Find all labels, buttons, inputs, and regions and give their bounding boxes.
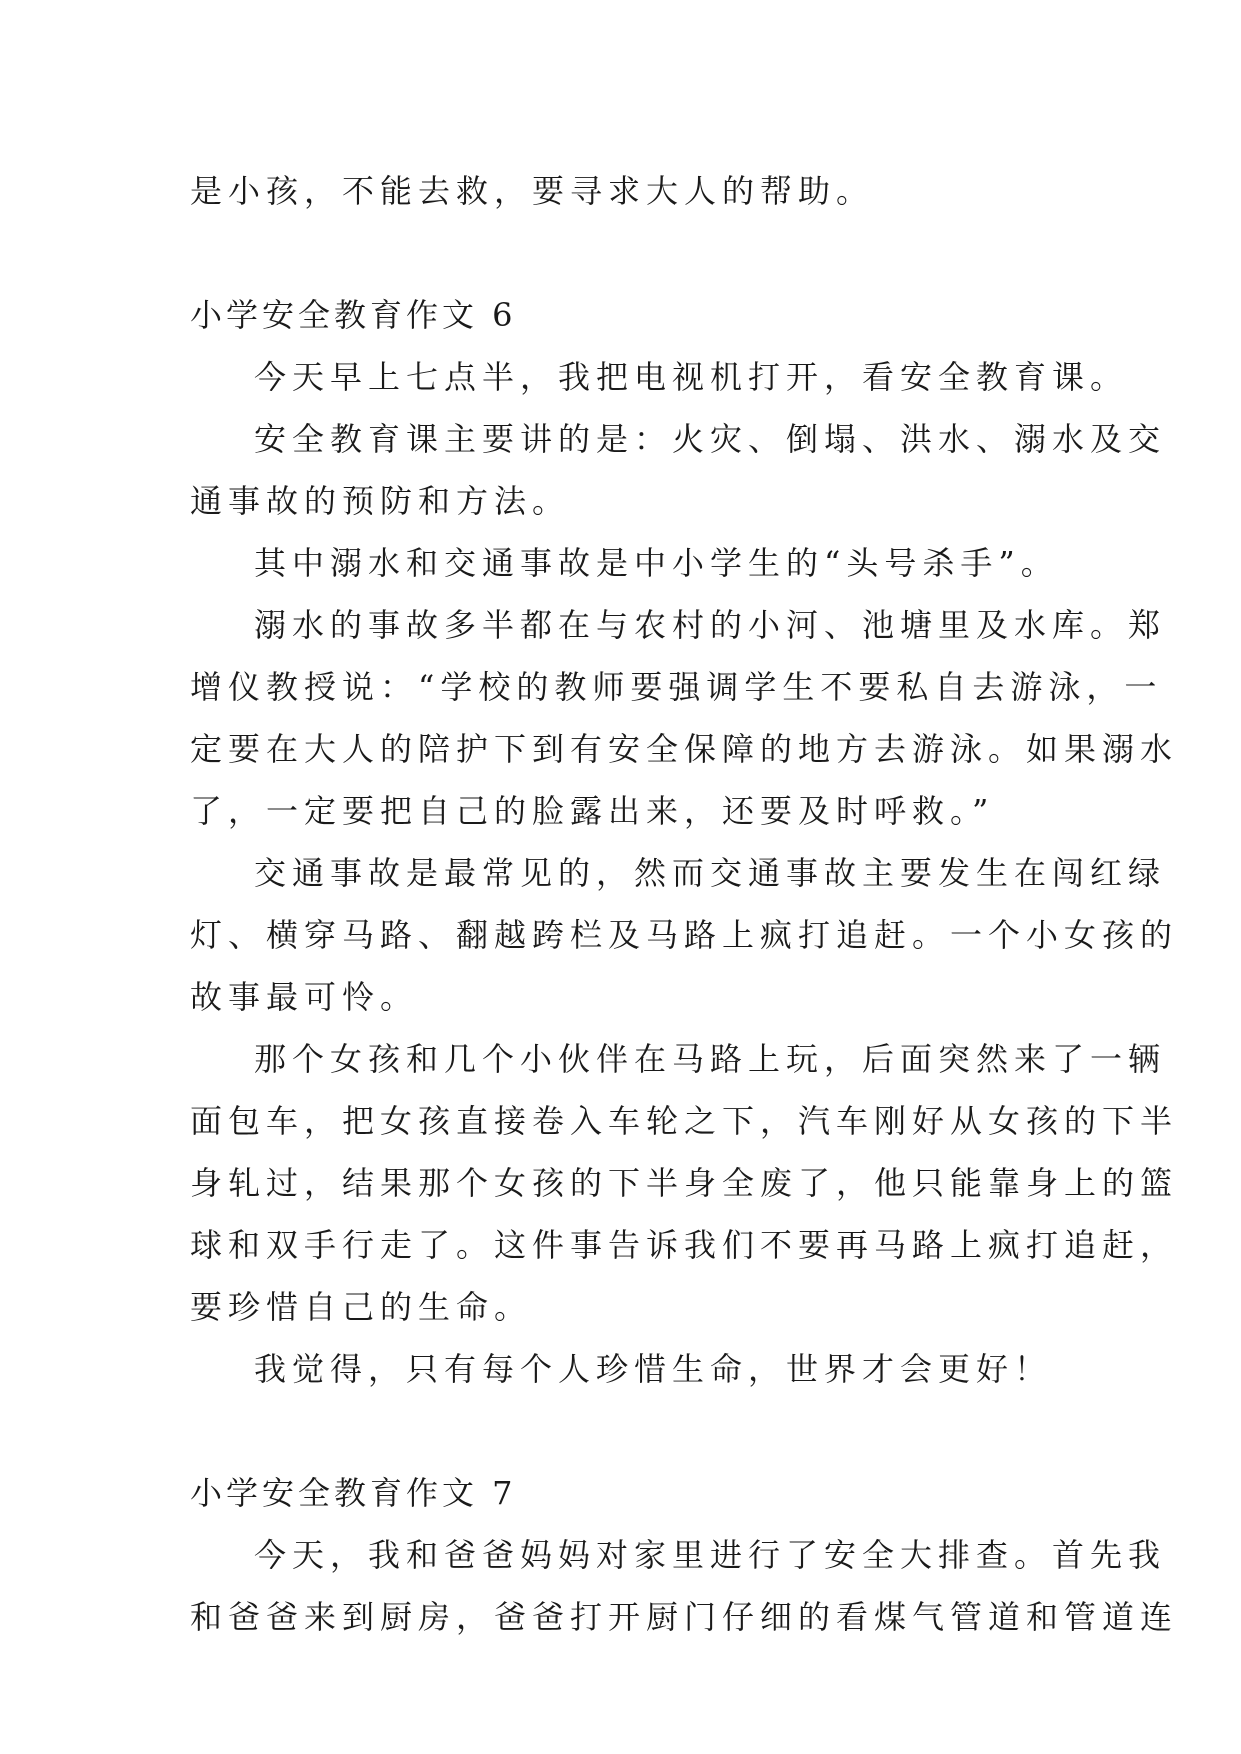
- s6-p5-line-3: 故事最可怜。: [190, 978, 419, 1016]
- s6-p7-line-1: 我觉得，只有每个人珍惜生命，世界才会更好！: [254, 1350, 1053, 1388]
- section-gap: [190, 1400, 1060, 1462]
- intro-line-1: 是小孩，不能去救，要寻求大人的帮助。: [190, 172, 875, 210]
- s6-p2-line-1: 安全教育课主要讲的是：火灾、倒塌、洪水、溺水及交: [254, 420, 1167, 458]
- section-6-title: 小学安全教育作文 6: [190, 296, 517, 334]
- s6-p4-line-4: 了，一定要把自己的脸露出来，还要及时呼救。”: [190, 792, 995, 830]
- s6-p1-line-1: 今天早上七点半，我把电视机打开，看安全教育课。: [254, 358, 1129, 396]
- s6-p4-line-1: 溺水的事故多半都在与农村的小河、池塘里及水库。郑: [254, 606, 1167, 644]
- s6-p6-line-2: 面包车，把女孩直接卷入车轮之下，汽车刚好从女孩的下半: [190, 1102, 1179, 1140]
- s6-p6-line-1: 那个女孩和几个小伙伴在马路上玩，后面突然来了一辆: [254, 1040, 1167, 1078]
- s6-p6-line-4: 球和双手行走了。这件事告诉我们不要再马路上疯打追赶，: [190, 1226, 1179, 1264]
- s6-p4-line-3: 定要在大人的陪护下到有安全保障的地方去游泳。如果溺水: [190, 730, 1179, 768]
- s7-p1-line-1: 今天，我和爸爸妈妈对家里进行了安全大排查。首先我: [254, 1536, 1167, 1574]
- s6-p3-line-1: 其中溺水和交通事故是中小学生的“头号杀手”。: [254, 544, 1059, 582]
- document-body: [190, 160, 1179, 1648]
- s6-p6-line-5: 要珍惜自己的生命。: [190, 1288, 533, 1326]
- s7-p1-line-2: 和爸爸来到厨房，爸爸打开厨门仔细的看煤气管道和管道连: [190, 1598, 1179, 1636]
- s6-p5-line-1: 交通事故是最常见的，然而交通事故主要发生在闯红绿: [254, 854, 1167, 892]
- s6-p5-line-2: 灯、横穿马路、翻越跨栏及马路上疯打追赶。一个小女孩的: [190, 916, 1179, 954]
- section-7-title: 小学安全教育作文 7: [190, 1474, 517, 1512]
- s6-p2-line-2: 通事故的预防和方法。: [190, 482, 571, 520]
- section-gap: [190, 222, 1060, 284]
- s6-p6-line-3: 身轧过，结果那个女孩的下半身全废了，他只能靠身上的篮: [190, 1164, 1179, 1202]
- s6-p4-line-2: 增仪教授说：“学校的教师要强调学生不要私自去游泳，一: [190, 668, 1163, 706]
